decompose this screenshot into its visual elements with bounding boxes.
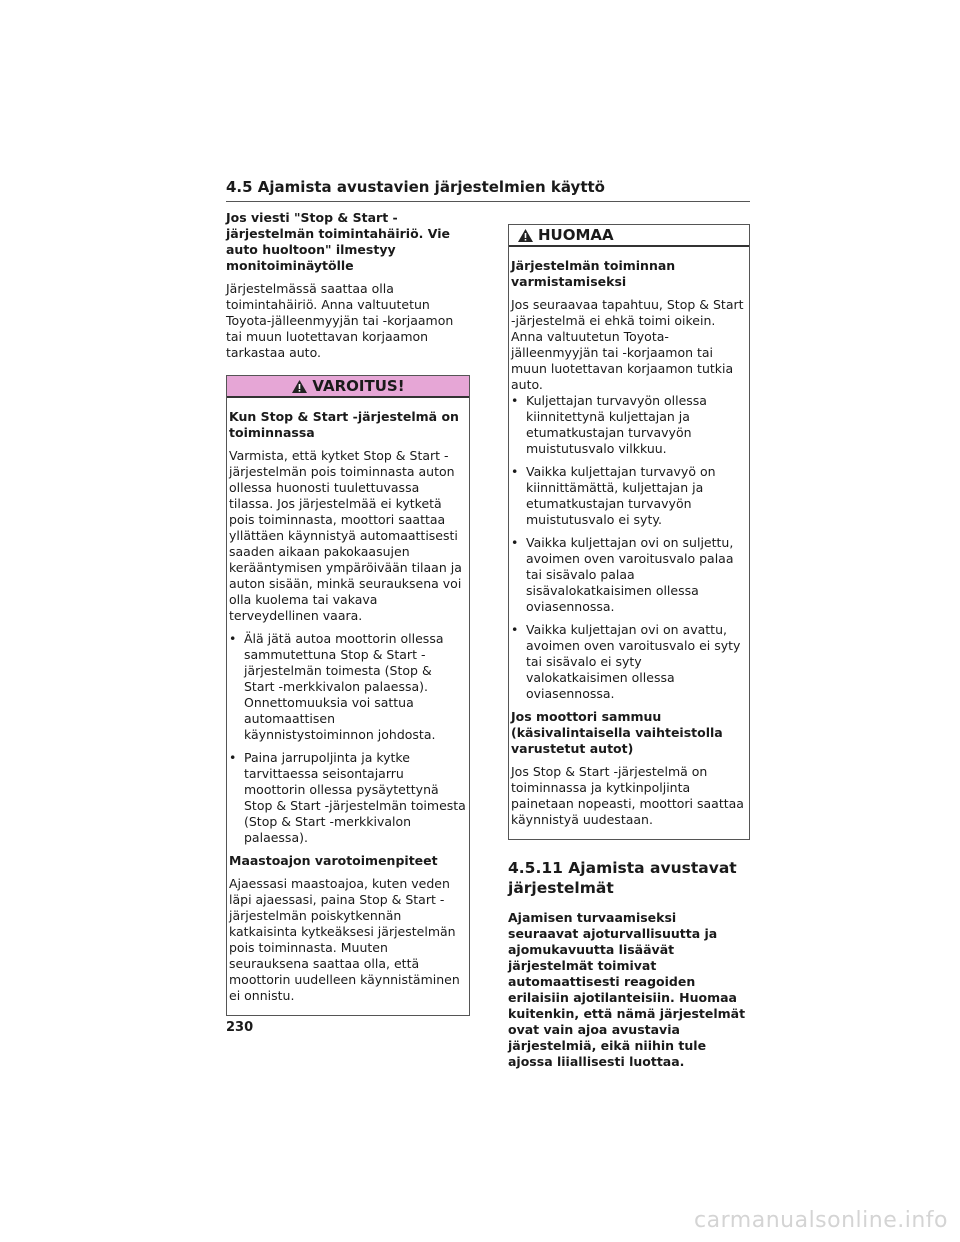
chapter-intro: Ajamisen turvaamiseksi seuraavat ajoturvallisuutta ja ajomukavuutta lisäävät järjestelmät toimivat automaattisesti reagoiden erilaisiin ajotilanteisiin. Huomaa kuitenkin, että nämä järjestelmät ovat vain ajoa avustavia järjestelmiä, eikä niihin tule ajossa liiallisesti luottaa. (508, 910, 746, 1069)
caution-body (509, 247, 749, 839)
warning-bullet-2 (229, 750, 466, 846)
warning-body (227, 398, 469, 1015)
bullet-text: Paina jarrupoljinta ja kytke tarvittaessa seisontajarru moottorin ollessa pysäytettynä Stop & Start -järjestelmän toimesta (Stop & Start -merkkivalon palaessa). (244, 750, 466, 845)
warning-triangle-icon (291, 379, 308, 394)
warning-subheading-2: Maastoajon varotoimenpiteet (229, 853, 438, 868)
caution-text-2: Jos Stop & Start -järjestelmä on toiminnassa ja kytkinpoljinta painetaan nopeasti, moottori saattaa käynnistyä uudestaan. (511, 764, 744, 827)
section-header: 4.5 Ajamista avustavien järjestelmien käyttö (226, 178, 750, 202)
caution-header (509, 225, 749, 247)
page-number: 230 (226, 1020, 254, 1035)
bullet-dot: • (229, 631, 237, 646)
warning-bullet-1 (229, 631, 466, 743)
caution-box (508, 224, 750, 840)
message-text: Järjestelmässä saattaa olla toimintahäiriö. Anna valtuutetun Toyota-jälleenmyyjän tai -korjaamon tai muun luotettavan korjaamon tarkastaa auto. (226, 281, 454, 360)
bullet-dot: • (511, 622, 519, 637)
warning-label: VAROITUS! (312, 377, 405, 395)
caution-bullet-2 (511, 464, 746, 528)
warning-text-1: Varmista, että kytket Stop & Start -järjestelmän pois toiminnasta auton ollessa huonosti tuulettuvassa tilassa. Jos järjestelmää ei kytketä pois toiminnasta, moottori saattaa yllättäen käynnistyä automaattisesti saaden aikaan pakokaasujen kerääntymisen ympäröivään tilaan ja auton sisään, minkä seurauksena voi olla kuolema tai vakava terveydellinen vaara. (229, 448, 462, 623)
bullet-dot: • (511, 535, 519, 550)
bullet-dot: • (229, 750, 237, 765)
warning-text-2: Ajaessasi maastoajoa, kuten veden läpi ajaessasi, paina Stop & Start -järjestelmän poiskytkennän katkaisinta kytkeäksesi järjestelmän pois toiminnasta. Muuten seurauksena saattaa olla, että moottorin uudelleen käynnistäminen ei onnistu. (229, 876, 460, 1003)
caution-bullet-1 (511, 393, 746, 457)
caution-bullet-3 (511, 535, 746, 615)
bullet-text: Vaikka kuljettajan ovi on avattu, avoimen oven varoitusvalo ei syty tai sisävalo ei syty valokatkaisimen ollessa oviasennossa. (526, 622, 741, 701)
caution-subheading-2: Jos moottori sammuu (käsivalintaisella vaihteistolla varustetut autot) (511, 709, 723, 756)
bullet-text: Älä jätä autoa moottorin ollessa sammutettuna Stop & Start -järjestelmän toimesta (Stop & Start -merkkivalon palaessa). Onnettomuuksia voi sattua automaattisen käynnistystoiminnon johdosta. (244, 631, 444, 742)
warning-box (226, 375, 470, 1016)
left-column (226, 210, 470, 1016)
message-heading: Jos viesti "Stop & Start -järjestelmän toimintahäiriö. Vie auto huoltoon" ilmestyy monitoiminäytölle (226, 210, 450, 273)
bullet-text: Vaikka kuljettajan ovi on suljettu, avoimen oven varoitusvalo palaa tai sisävalo palaa sisävalokatkaisimen ollessa oviasennossa. (526, 535, 734, 614)
bullet-dot: • (511, 393, 519, 408)
right-column (508, 224, 750, 1070)
caution-bullet-4 (511, 622, 746, 702)
bullet-text: Kuljettajan turvavyön ollessa kiinnitettynä kuljettajan ja etumatkustajan turvavyön muistutusvalo vilkkuu. (526, 393, 707, 456)
warning-header (227, 376, 469, 398)
bullet-dot: • (511, 464, 519, 479)
warning-subheading-1: Kun Stop & Start -järjestelmä on toiminnassa (229, 409, 459, 440)
chapter-title: 4.5.11 Ajamista avustavat järjestelmät (508, 859, 737, 897)
bullet-text: Vaikka kuljettajan turvavyö on kiinnittämättä, kuljettajan ja etumatkustajan turvavyön muistutusvalo ei syty. (526, 464, 716, 527)
caution-subheading-1: Järjestelmän toiminnan varmistamiseksi (511, 258, 676, 289)
watermark: carmanualsonline.info (694, 1208, 948, 1233)
warning-triangle-icon (517, 228, 534, 243)
caution-label: HUOMAA (538, 226, 614, 244)
caution-text-1: Jos seuraavaa tapahtuu, Stop & Start -järjestelmä ei ehkä toimi oikein. Anna valtuutetun Toyota-jälleenmyyjän tai -korjaamon tai muun luotettavan korjaamon tutkia auto. (511, 297, 744, 392)
